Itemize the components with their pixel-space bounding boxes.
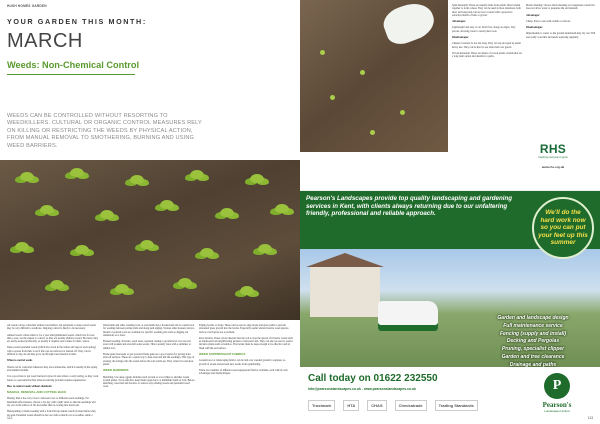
weed-leaf-icon [160, 200, 174, 209]
pearsons-subtitle: Landscapes Limited [544, 409, 570, 413]
pearsons-logo-mark: P [544, 373, 570, 399]
column-subheading: WEED BARRIERS [103, 368, 129, 373]
accreditation-logos [308, 397, 508, 413]
article-column-4 [452, 4, 522, 188]
page-number: 113 [587, 416, 593, 420]
accreditation-logo: Trustmark [308, 400, 335, 411]
month-title: MARCH [7, 30, 83, 52]
accreditation-logo: HTA [343, 400, 359, 411]
article-column-5 [526, 4, 596, 138]
paragraph: Lightweight and easy to cut. Don't fray along cut edges. Very porous, allowing water to reach plant roots. [452, 26, 516, 33]
sprout-icon [330, 95, 335, 100]
pearsons-name: Pearson's [542, 401, 572, 409]
weeds-photo [0, 160, 300, 320]
sprout-icon [400, 110, 405, 115]
ad-contact[interactable]: info@pearsonslandscapes.co.uk - www.pearsonslandscapes.co.uk [308, 387, 416, 391]
ad-phone[interactable]: Call today on 01622 232550 [308, 373, 438, 384]
ad-badge-text: We'll do the hard work now so you can put your feet up this summer [538, 209, 588, 247]
paragraph: It is a good idea to put weed barriers in place in late winter or early spring, as they work better as a preventative than when an existing problem requires suppression. [7, 375, 99, 382]
ad-service-item: Garden and tree clearance [501, 353, 565, 360]
ad-badge [532, 197, 594, 259]
glove-icon [379, 0, 438, 48]
column-subheading: MANUAL REMOVAL AND CUTTING BACK [7, 390, 67, 395]
weed-leaf-icon [130, 175, 144, 184]
weed-leaf-icon [190, 170, 204, 179]
article-column-2 [103, 324, 195, 416]
paragraph: Woven materials: These are sheets of woven plastic strands that are a long term option and durable for paths. [452, 51, 522, 59]
paragraph: Root barriers: These can be inserted into the soil to stop the spread of invasive weeds such as bindweed from neighbouring gardens or between beds. They can also be used to restrict invasive plants such as bamboo. The barrier must be deep enough to be effective and sit flush with the soil surface. [199, 336, 293, 350]
weed-leaf-icon [240, 286, 254, 295]
ad-service-item: Pruning, specialist clipper [501, 346, 565, 353]
paragraph: Impermeable to water, so the ground underneath may dry out. Will tear easily over time and needs replacing regularly. [526, 32, 596, 39]
weed-leaf-icon [178, 278, 192, 287]
rhs-logo-text: RHS [539, 142, 567, 156]
weed-leaf-icon [220, 208, 234, 217]
paragraph: Hand-pulling or hand-weeding with a fork: Pull up annual weeds by hand before they set seed. Perennial weeds should be dug out with as much root as possible, using a [7, 410, 96, 416]
paragraph: Hoeing: Run a hoe very close to between rows or different weed seedlings. For maximum effectiveness, choose a dry day with a light wind, so that the seedlings will dry out on the surface of the bed rather than re-rooting into moist soil. [7, 397, 96, 408]
paragraph: There are a number of different weed suppressant fabrics available, each with its own advantages and disadvantages. [199, 368, 288, 376]
paragraph: Weeds can be controlled whenever they are troublesome, which is usually in the spring and summer months. [7, 365, 98, 372]
column-subheading: WEED SUPPRESSANT FABRICS [199, 352, 246, 357]
weed-leaf-icon [75, 245, 89, 254]
ad-photo [300, 249, 600, 367]
sprout-icon [370, 130, 375, 135]
article-column-3 [199, 324, 293, 416]
weed-leaf-icon [258, 244, 272, 253]
article-intro: WEEDS CAN BE CONTROLLED WITHOUT RESORTING TO WEEDKILLERS. CULTURAL OR ORGANIC CONTROL MEASURES RELY ON KILLING OR RESTRICTING THE WEEDS BY PHYSICAL ACTION, FROM MANUAL REMOVAL TO SMOTHERING, BURNING AND USING WEED BARRIERS. [7, 113, 202, 149]
pearsons-advert [300, 190, 600, 424]
paragraph: Cheap. Easy to use with a knife or scissors. [526, 19, 571, 23]
weed-leaf-icon [250, 174, 264, 183]
weed-leaf-icon [50, 280, 64, 289]
house-icon [310, 267, 380, 317]
paragraph: Edging boards or strips: These can be used to edge lawns and grass paths to prevent unwanted grass growth into the border. Especially useful where invasive weed species such as couch grass are a problem. [199, 324, 289, 334]
page-number: 112 [7, 416, 13, 420]
paragraph: Deep-rooted perennial weeds (which live down in the winter and regrow each spring) will re-sprout from their roots if the tops are removed or burned off. They can be difficult to dig out and may grow up through weed barriers in time. [7, 346, 96, 357]
ad-service-item: Decking and Pergolas [506, 338, 560, 345]
ad-services-list [472, 315, 594, 367]
ad-service-item: Garden and landscape design [497, 315, 569, 321]
weed-leaf-icon [20, 172, 34, 181]
paragraph: Flamed weeding: In hotter, weed areas, repeated cutting to ground level over several years will weaken and even kill some weeds. This is usually done with a strimmer or similar tool. [103, 340, 191, 350]
right-page [300, 0, 600, 424]
accreditation-logo: CHAS [367, 400, 386, 411]
ad-headline: Pearson's Landscapes provide top quality landscaping and gardening services in Kent, with clients always returning due to our unfaltering friendly, professional and reliable approach. [306, 195, 513, 218]
paragraph: All weeds can be controlled without weed killers, but persistent or deep-rooted weeds may be very difficult to eradicate. Ongoing control is likely to be necessary. [7, 324, 96, 331]
article-subtitle: Weeds: Non-Chemical Control [7, 60, 140, 70]
rhs-url[interactable]: www.rhs.org.uk [541, 165, 565, 169]
paragraph: Annual weeds: whole small or for a year until gimmicked weeds, which live for less than a year, are the easiest to control, as they are usually shallow-rooted. However, they are easily seeded prolifically, so usually it requires real routine for their control. [7, 333, 98, 344]
paragraph: Flame guns: Kerosene or gas powered flame guns are a good option for paving slabs and soil surfaces. These are a quick way to heat-treat and kill the seedlings. This type of strategy, the foliage, hits the weeds before the soil warms up. They cannot be used near plants. [103, 353, 195, 366]
weed-leaf-icon [115, 284, 129, 293]
paragraph: Cheaper versions do not last long. They can rip and open up under heavy use. They can be hard to see when laid over gravel. [452, 42, 521, 49]
section-kicker: YOUR GARDEN THIS MONTH: [7, 17, 147, 26]
rhs-logo [529, 142, 577, 169]
magazine-brand: HUSH HOMES GARDEN [7, 4, 47, 8]
pearsons-logo [520, 371, 594, 415]
column-heading: How to control weeds without chemicals: [7, 384, 53, 388]
weed-leaf-icon [15, 242, 29, 251]
weed-leaf-icon [140, 240, 154, 249]
weed-leaf-icon [275, 204, 289, 213]
paragraph: Plastic sheeting: Choose black sheeting as it suppresses weeds but does not allow water to penetrate the soil beneath. [526, 4, 595, 11]
column-heading: Advantages: [452, 20, 466, 24]
column-heading: Disadvantages: [452, 36, 469, 40]
accreditation-logo: Trading Standards [435, 400, 478, 411]
accreditation-logo: Checkatrade [395, 400, 427, 411]
paragraph: Spun materials: These are usually made from plastic fibre bonded together to form a sheet. They can be used in most situations, both short and long term, but are best covered with a protective attractive mulch of bark or gravel. [452, 4, 521, 17]
weed-leaf-icon [70, 168, 84, 177]
sprout-icon [320, 50, 325, 55]
subtitle-rule [7, 74, 135, 75]
ad-service-item: Fencing (supply and install) [499, 330, 567, 337]
article-column-1 [7, 324, 99, 416]
sprout-icon [360, 70, 365, 75]
paragraph: Mulching: Use deep organic mulches such as bark or wood chips to smother weeds around plants. To be effective, keep them topped up to a minimum depth of 5cm. Before mulching, weed bed and borders, to remove any existing weeds and perennial weed roots. [103, 375, 195, 389]
paragraph: Weed knife and other weeding tools: A weed knife has a hooked end and is a useful tool for weeding between paving slabs and along path edging. Various other hooked, narrow-bladed or pointed tools are available for specific weeding jobs such as digging out dandelions on a lawn. [103, 324, 195, 337]
column-heading: When to control weeds [7, 359, 33, 363]
column-heading: Disadvantages: [526, 26, 543, 30]
weed-leaf-icon [100, 210, 114, 219]
rhs-tagline: Inspiring everyone to grow [538, 156, 568, 159]
weed-leaf-icon [40, 205, 54, 214]
weed-leaf-icon [200, 248, 214, 257]
gloved-hand-photo [300, 0, 448, 152]
van-icon [378, 301, 438, 331]
ad-footer [300, 367, 600, 424]
ad-service-item: Full maintenance service [503, 322, 563, 329]
ad-service-item: Drainage and paths [509, 361, 557, 367]
column-heading: Advantages: [526, 13, 540, 17]
paragraph: Groundcover or landscaping fabrics can be laid over weeded ground to suppress re-growth of weeds and prevent new weeds from germinating. [199, 359, 286, 366]
